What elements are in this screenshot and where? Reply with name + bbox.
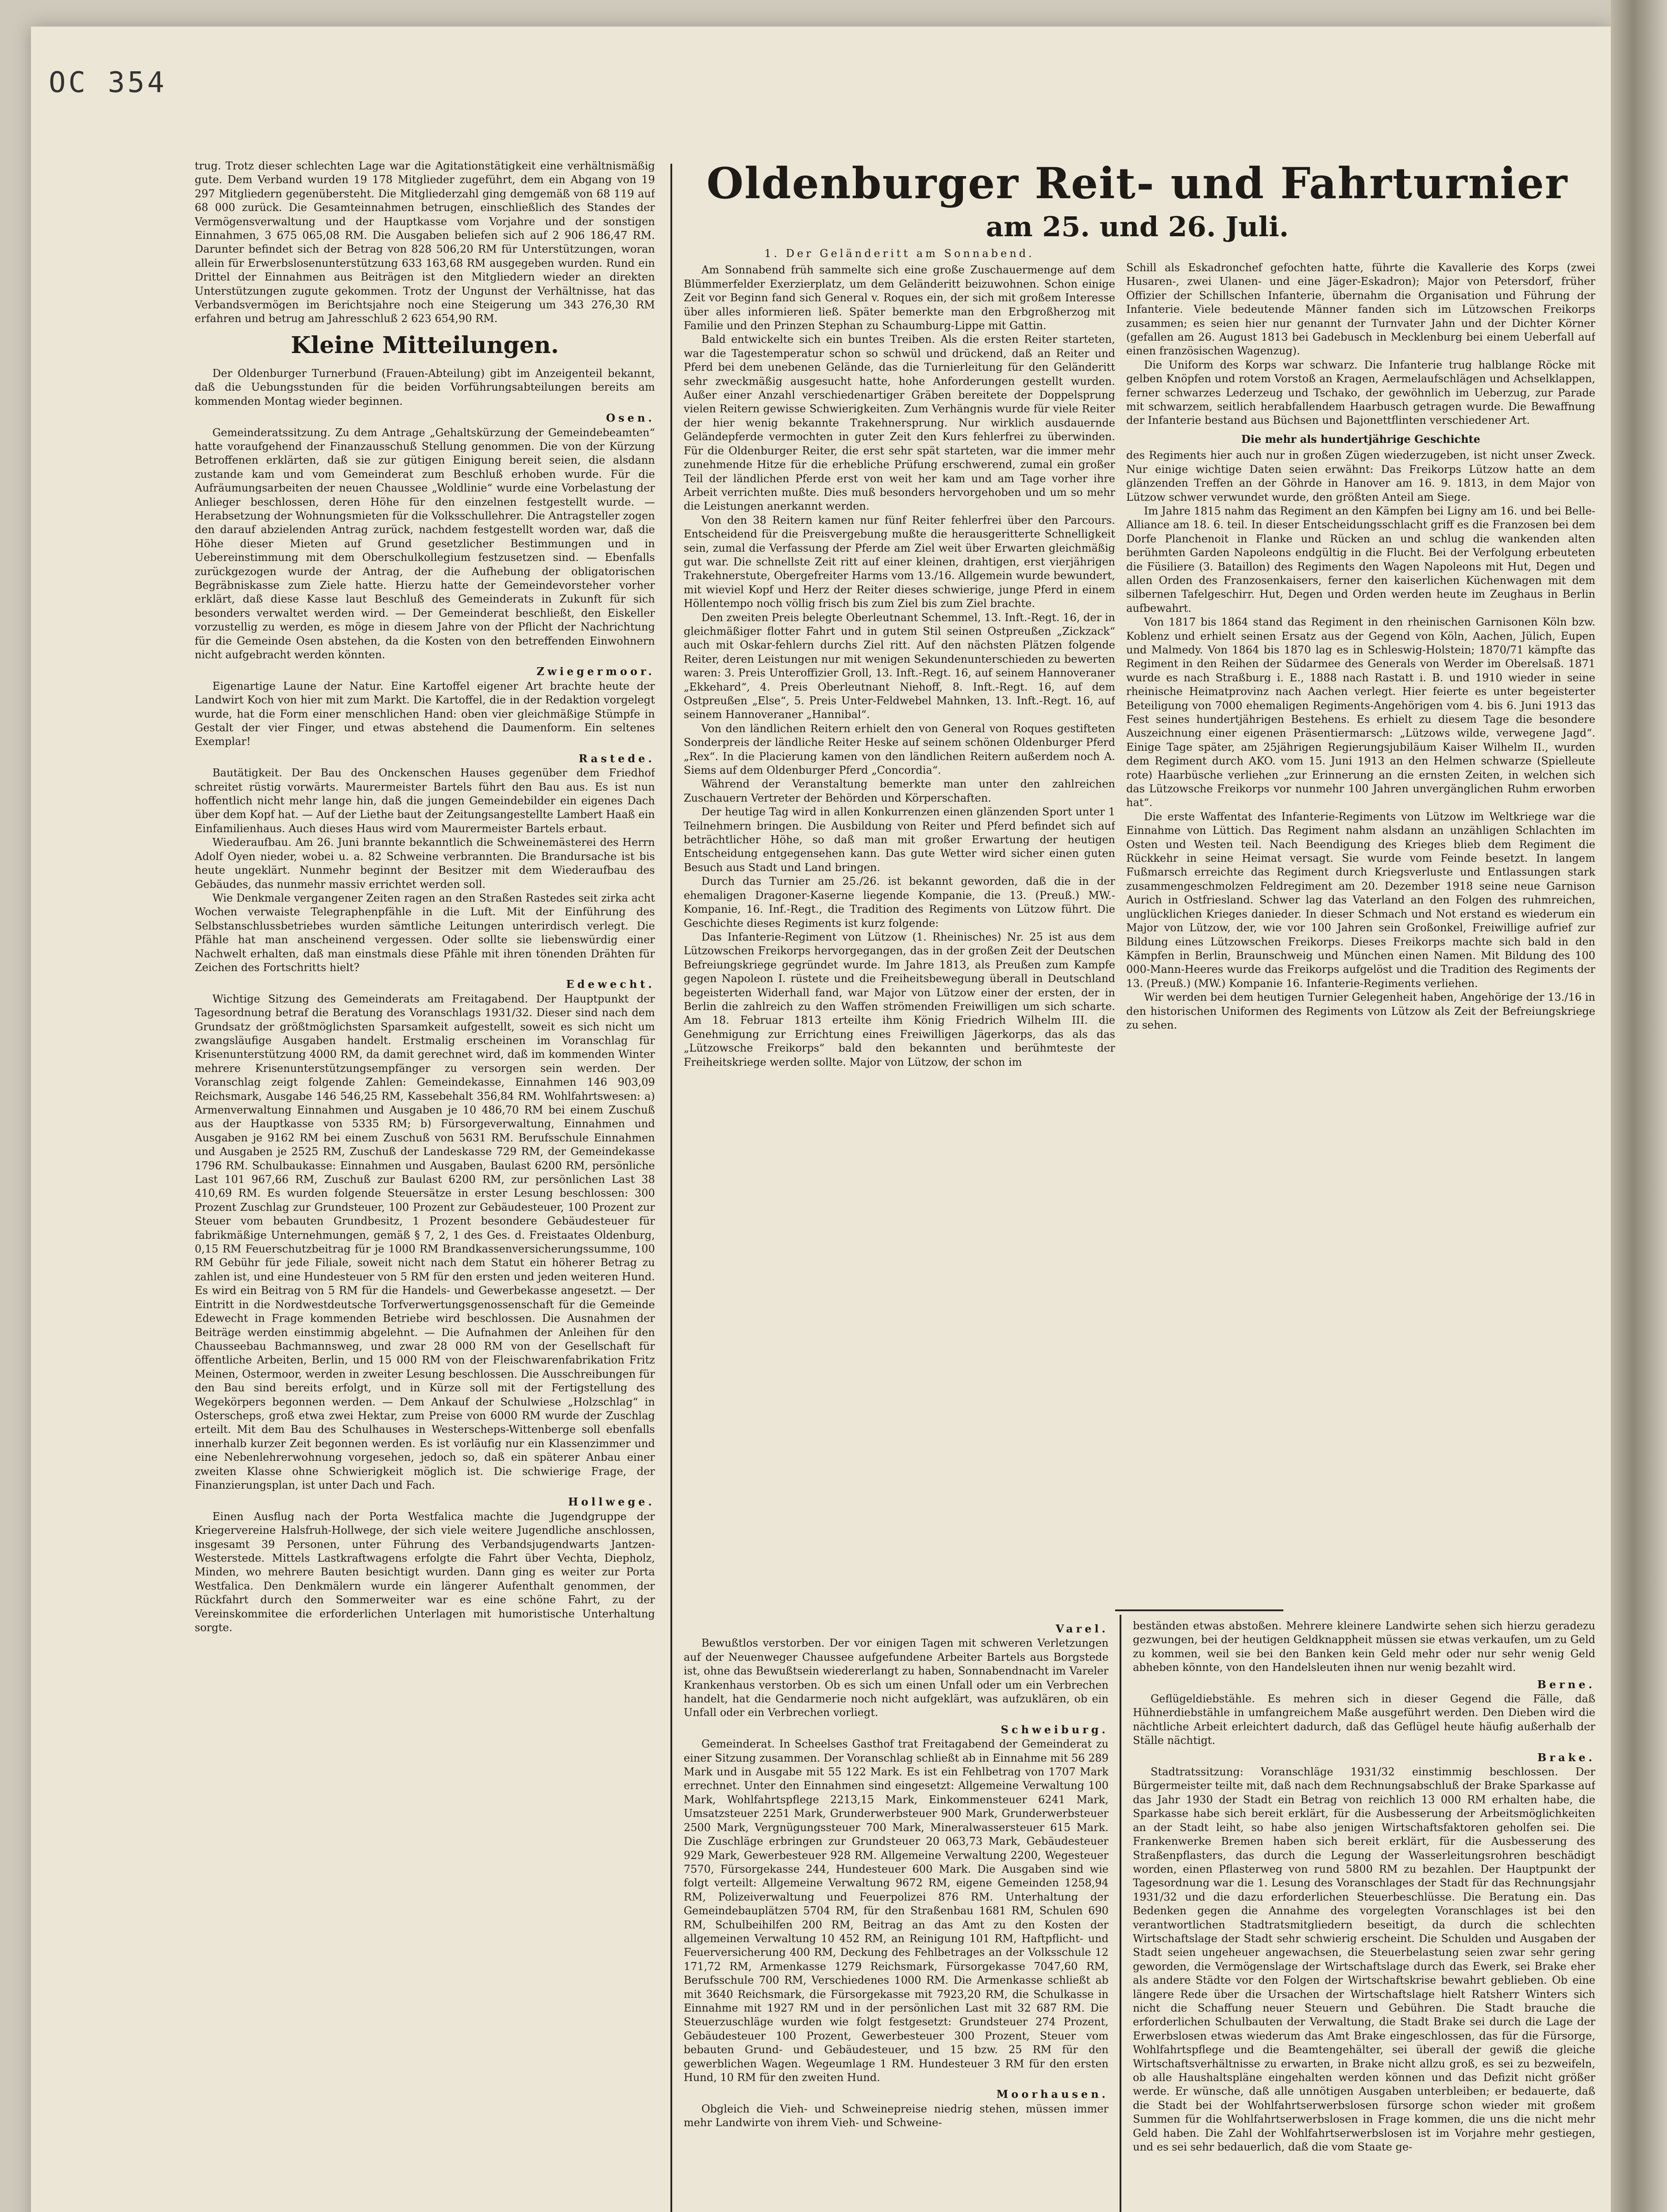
place-zwiegermoor: Zwiegermoor. <box>536 665 655 678</box>
article-paragraph: Wir werden bei dem heutigen Turnier Gelegenheit haben, Angehörige der 13./16 in den historischen Uniformen des Regiments von Lützow als Zeit der Befreiungskriege zu sehen. <box>1126 991 1595 1031</box>
page-edge-shadow <box>1611 0 1667 2212</box>
wiederaufbau-text: Wiederaufbau. Am 26. Juni brannte bekanntlich die Schweinemästerei des Herrn Adolf Oyen nieder, wobei u. a. 82 Schweine verbrannten. Die Brandursache ist bis heute ungeklärt. Nunmehr beginnt der Besitzer mit dem Wiederaufbau des Gebäudes, das nunmehr massiv errichtet werden soll. <box>195 836 655 891</box>
lower-middle-column <box>684 1619 1109 2212</box>
place-moorhausen: Moorhausen. <box>996 2088 1109 2101</box>
section-heading: 1. Der Geländeritt am Sonnabend. <box>764 247 1035 260</box>
article-paragraph: Von den ländlichen Reitern erhielt den von General von Roques gestifteten Sonderpreis der ländliche Reiter Heske auf seinem schönen Oldenburger Pferd „Rex“. In die Placierung kamen von den ländlichen Reitern außerdem noch A. Siems auf dem Oldenburger Pferd „Concordia“. <box>684 722 1115 777</box>
hollwege-text: Einen Ausflug nach der Porta Westfalica machte die Jugendgruppe der Kriegervereine Halsfruh-Hollwege, der sich viele weitere Jugendliche anschlossen, insgesamt 39 Personen, unter Führung des Verbandsjugendwarts Jantzen-Westerstede. Mittels Lastkraftwagens erfolgte die Fahrt über Vechta, Diepholz, Minden, wo mehrere Bauten besichtigt wurden. Dann ging es weiter zur Porta Westfalica. Den Denkmälern wurde ein längerer Aufenthalt genommen, der Rückfahrt durch den Sommerweiter war es eine schöne Fahrt, zu der Vereinskommitee die erforderlichen Unterlagen mit humoristische Unterhaltung sorgte. <box>195 1510 655 1634</box>
article-paragraph: des Regiments hier auch nur in großen Zügen wiederzugeben, ist nicht unser Zweck. Nur einige wichtige Daten seien erwähnt: Das Freikorps Lützow hatte an dem glänzenden Treffen an der Göhrde in Hanover am 16. 9. 1813, in dem Major von Lützow schwer verwundet wurde, den größten Anteil am Siege. <box>1126 449 1595 503</box>
main-article-subtitle: am 25. und 26. Juli. <box>986 211 1289 243</box>
varel-text: Bewußtlos verstorben. Der vor einigen Tagen mit schweren Verletzungen auf der Neuenweger Chaussee aufgefundene Arbeiter Bartels aus Borgstede ist, ohne das Bewußtsein wiedererlangt zu haben, Sonnabendnacht im Vareler Krankenhaus verstorben. Ob es sich um einen Unfall oder um ein Verbrechen handelt, hat die Gendarmerie noch nicht aufgeklärt, was aufzuklären, ob ein Unfall oder ein Verbrechen vorliegt. <box>684 1637 1109 1719</box>
place-schweiburg: Schweiburg. <box>1001 1723 1109 1736</box>
article-paragraph: Das Infanterie-Regiment von Lützow (1. Rheinisches) Nr. 25 ist aus dem Lützowschen Freikorps hervorgegangen, das in der großen Zeit der Deutschen Befreiungskriege gegründet wurde. Im Jahre 1813, als Preußen zum Kampfe gegen Napoleon I. rüstete und die Freiheitsbewegung überall in Deutschland begeisterten Widerhall fand, war Major von Lützow einer der ersten, der in Berlin die zahlreich zu den Waffen strömenden Freiwilligen um sich scharte. Am 18. Februar 1813 erteilte ihm König Friedrich Wilhelm III. die Genehmigung zur Errichtung eines Freiwilligen Jägerkorps, das als das „Lützowsche Freikorps“ bald den bekannten und berühmteste der Freiheitskriege werden sollte. Major von Lützow, der schon im <box>684 930 1115 1068</box>
place-edewecht: Edewecht. <box>566 978 655 991</box>
berne-text: Geflügeldiebstähle. Es mehren sich in dieser Gegend die Fälle, daß Hühnerdiebstähle in umfangreichem Maße ausgeführt werden. Den Dieben wird die nächtliche Arbeit erleichtert dadurch, daß das Geflügel heute häufig außerhalb der Ställe nächtigt. <box>1133 1693 1595 1747</box>
place-osen: Osen. <box>606 411 655 425</box>
intro-text: trug. Trotz dieser schlechten Lage war die Agitationstätigkeit eine verhältnismäßig gute. Dem Verband wurden 19 178 Mitglieder zugeführt, dem ein Abgang von 19 297 Mitgliedern gegenübersteht. Die Mitgliederzahl ging demgemäß von 68 119 auf 68 000 zurück. Die Gesamteinnahmen betrugen, einschließlich des Standes der Vermögensverwaltung und der Hauptkasse vom Vorjahre und der sonstigen Einnahmen, 3 675 065,08 RM. Die Ausgaben beliefen sich auf 2 906 186,47 RM. Darunter befindet sich der Betrag von 828 506,20 RM für Unterstützungen, woran allein für Erwerbslosenunterstützung 633 163,68 RM ausgegeben wurden. Rund ein Drittel der Einnahmen aus Beiträgen ist den Mitgliedern wieder an direkten Unterstützungen zugute gekommen. Trotz der Ungunst der Verhältnisse, hat das Verbandsvermögen im Berichtsjahre noch eine Steigerung um 343 276,30 RM erfahren und betrug am Jahresschluß 2 623 654,90 RM. <box>195 160 655 325</box>
place-hollwege: Hollwege. <box>568 1495 655 1509</box>
article-paragraph: Am Sonnabend früh sammelte sich eine große Zuschauermenge auf dem Blümmerfelder Exerzierplatz, um dem Geländeritt beizuwohnen. Schon einige Zeit vor Beginn fand sich General v. Roques ein, der sich mit großem Interesse über alles informieren ließ. Später bemerkte man den Erbgroßherzog mit Familie und den Prinzen Stephan zu Schaumburg-Lippe mit Gattin. <box>684 264 1115 332</box>
left-column <box>195 159 655 2212</box>
zwiegermoor-text: Eigenartige Laune der Natur. Eine Kartoffel eigener Art brachte heute der Landwirt Koch von hier mit zum Markt. Die Kartoffel, die in der Redaktion vorgelegt wurde, hat die Form einer menschlichen Hand: oben vier gleichmäßige Stümpfe in Gestalt der vier Finger, und etwas abstehend die Daumenform. Ein seltenes Exemplar! <box>195 680 655 748</box>
article-paragraph: Im Jahre 1815 nahm das Regiment an den Kämpfen bei Ligny am 16. und bei Belle-Alliance am 18. 6. teil. In dieser Entscheidungsschlacht griff es die Franzosen bei dem Dorfe Planchenoit in Flanke und Rücken an und schlug die wankenden alten berühmten Garden Napoleons endgültig in die Flucht. Bei der Verfolgung erbeuteten die Füsiliere (3. Bataillon) des Regiments den Wagen Napoleons mit Hut, Degen und allen Orden des Franzosenkaisers, ferner den kaiserlichen Küchenwagen mit dem silbernen Tafelgeschirr. Hut, Degen und Orden werden heute im Zeughaus in Berlin aufbewahrt. <box>1126 504 1595 614</box>
place-rastede: Rastede. <box>578 752 655 765</box>
article-paragraph: Die erste Waffentat des Infanterie-Regiments von Lützow im Weltkriege war die Einnahme von Lüttich. Das Regiment nahm alsdann an unzähligen Schlachten im Osten und Westen teil. Nach Beendigung des Krieges blieb dem Regiment die Rückkehr in seine Heimat versagt. Sie wurde vom Feinde besetzt. In langem Fußmarsch erreichte das Regiment durch Kriegsverluste und Entlassungen stark zusammengeschmolzen Feldregiment am 20. Dezember 1918 seine neue Garnison Aurich in Ostfriesland. Schwer lag das Vaterland an den Folgen des ruhmreichen, unglücklichen Krieges danieder. In dieser Schmach und Not erstand es wiederum ein Major von Lützow, der, wie vor 100 Jahren sein Großonkel, Freiwillige aufrief zur Bildung eines Lützowschen Freikorps. Dieses Freikorps machte sich bald in den Kämpfen in Berlin, Braunschweig und München einen Namen. Mit Bildung des 100 000-Mann-Heeres wurde das Freikorps aufgelöst und die Tradition des Regiments der 13. (Preuß.) (MW.) Kompanie 16. Infanterie-Regiments verliehen. <box>1126 810 1595 990</box>
schweiburg-text: Gemeinderat. In Scheelses Gasthof trat Freitagabend der Gemeinderat zu einer Sitzung zusammen. Der Voranschlag schließt ab in Einnahme mit 56 289 Mark und in Ausgabe mit 55 122 Mark. Es ist ein Fehlbetrag von 1707 Mark errechnet. Unter den Einnahmen sind eingesetzt: Allgemeine Verwaltung 100 Mark, Wohlfahrtspflege 2213,15 Mark, Einkommensteuer 6241 Mark, Umsatzsteuer 2251 Mark, Grunderwerbsteuer 900 Mark, Grunderwerbsteuer 2500 Mark, Vergnügungssteuer 700 Mark, Mineralwassersteuer 615 Mark. Die Zuschläge erbringen zur Grundsteuer 20 063,73 Mark, Gebäudesteuer 929 Mark, Gewerbesteuer 928 RM. Allgemeine Verwaltung 2200, Wegesteuer 7570, Fürsorgekasse 244, Hundesteuer 600 Mark. Die Ausgaben sind wie folgt verteilt: Allgemeine Verwaltung 9672 RM, eigene Gemeinden 1258,94 RM, Polizeiverwaltung und Feuerpolizei 876 RM. Unterhaltung der Gemeindebauplätzen 5704 RM, für den Straßenbau 1681 RM, Schulen 690 RM, Schulbeihilfen 200 RM, Beitrag an das Amt zu den Kosten der allgemeinen Verwaltung 10 452 RM, an Reinigung 101 RM, Haftpflicht- und Feuerversicherung 400 RM, Deckung des Fehlbetrages an der Volksschule 12 171,72 RM, Armenkasse 1279 Reichsmark, Fürsorgekasse 7047,60 RM, Berufsschule 700 RM, Verschiedenes 1000 RM. Die Armenkasse schließt ab mit 3640 Reichsmark, die Fürsorgekasse mit 7923,20 RM, die Schulkasse in Einnahme mit 1927 RM und in der persönlichen Last mit 32 687 RM. Die Steuerzuschläge wurden wie folgt festgesetzt: Grundsteuer 274 Prozent, Gebäudesteuer 100 Prozent, Gewerbesteuer 300 Prozent, Steuer vom bebauten Grund- und Gebäudesteuer, und 15 bzw. 25 RM für den gewerblichen Wagen. Wegeumlage 1 RM. Hundesteuer 3 RM für den ersten Hund, 10 RM für den zweiten Hund. <box>684 1738 1109 2084</box>
article-paragraph: Die Uniform des Korps war schwarz. Die Infanterie trug halblange Röcke mit gelben Knöpfen und rotem Vorstoß an Kragen, Aermelaufschlägen und Achselklappen, ferner schwarzes Lederzeug und Tschako, der gewöhnlich im Ueberzug, zur Parade mit schwarzem, seitlich herabfallendem Haarbusch getragen wurde. Die Bewaffnung der Infanterie bestand aus Büchsen und Bajonettflinten verschiedener Art. <box>1126 358 1595 427</box>
edewecht-text: Wichtige Sitzung des Gemeinderats am Freitagabend. Der Hauptpunkt der Tagesordnung betraf die Beratung des Voranschlags 1931/32. Dieser sind nach dem Grundsatz der größtmöglichsten Sparsamkeit aufgestellt, soweit es sich nicht um zwangsläufige Ausgaben handelt. Erstmalig erscheinen im Voranschlag für Krisenunterstützung 4000 RM, da damit gerechnet wird, daß im kommenden Winter mehrere Krisenunterstützungsempfänger zu versorgen sein werden. Der Voranschlag zeigt folgende Zahlen: Gemeindekasse, Einnahmen 146 903,09 Reichsmark, Ausgabe 146 546,25 RM, Kassebehalt 356,84 RM. Wohlfahrtswesen: a) Armenverwaltung Einnahmen und Ausgaben je 10 486,70 RM bei einem Zuschuß aus der Hauptkasse von 5335 RM; b) Fürsorgeverwaltung, Einnahmen und Ausgaben je 9162 RM bei einem Zuschuß von 5631 RM. Berufsschule Einnahmen und Ausgaben je 2525 RM, Zuschuß der Landeskasse 729 RM, der Gemeindekasse 1796 RM. Schulbaukasse: Einnahmen und Ausgaben, Baulast 6200 RM, persönliche Last 101 967,66 RM, Zuschuß zur Baulast 6200 RM, zur persönlichen Last 38 410,69 RM. Es wurden folgende Steuersätze in erster Lesung beschlossen: 300 Prozent Zuschlag zur Grundsteuer, 100 Prozent zur Gebäudesteuer, 100 Prozent zur Steuer vom bebauten Grundbesitz, 1 Prozent besondere Gebäudesteuer für fabrikmäßige Unternehmungen, gemäß § 7, 2, 1 des Ges. d. Freistaates Oldenburg, 0,15 RM Feuerschutzbeitrag für je 1000 RM Brandkassenversicherungssumme, 100 RM Gebühr für jede Filiale, soweit nicht nach dem Statut ein höherer Betrag zu zahlen ist, und eine Hundesteuer von 5 RM für den ersten und jeden weiteren Hund. Es wird ein Beitrag von 5 RM für die Handels- und Gewerbekasse angesetzt. — Der Eintritt in die Nordwestdeutsche Torfverwertungsgenossenschaft für die Gemeinde Edewecht in Frage kommenden Betriebe wird beschlossen. Die Ausnahmen der Beiträge werden einstimmig abgelehnt. — Die Aufnahmen der Anleihen für den Chausseebau Bachmannsweg, und zwar 28 000 RM von der Gesellschaft für öffentliche Arbeiten, Berlin, und 15 000 RM von der Fleischwarenfabrikation Fritz Meinen, Ostermoor, werden in zweiter Lesung beschlossen. Die Ausschreibungen für den Bau sind bereits erfolgt, und in Kürze soll mit der Fertigstellung des Wegekörpers begonnen werden. — Dem Ankauf der Schulwiese „Holzschlag“ in Osterscheps, groß etwa zwei Hektar, zum Preise von 6000 RM wurde der Zuschlag erteilt. Mit dem Bau des Schulhauses in Westerscheps-Wittenberge soll ebenfalls innerhalb kurzer Zeit begonnen werden. Es ist vorläufig nur ein Klassenzimmer und eine Nebenlehrerwohnung vorgesehen, jedoch so, daß ein späterer Anbau einer zweiten Klasse ohne Schwierigkeit möglich ist. Die schwierige Frage, der Finanzierungsplan, ist unter Dach und Fach. <box>195 992 655 1491</box>
article-paragraph: Schill als Eskadronchef gefochten hatte, führte die Kavallerie des Korps (zwei Husaren-, zwei Ulanen- und eine Jäger-Eskadron); Major von Petersdorf, früher Offizier der Schillschen Infanterie, übernahm die Organisation und Führung der Infanterie. Viele bedeutende Männer fanden sich im Lützowschen Freikorps zusammen; es seien hier nur genannt der Turnvater Jahn und der Dichter Körner (gefallen am 26. August 1813 bei Gadebusch in Mecklenburg bei einem Ueberfall auf einen französischen Wagenzug). <box>1126 261 1595 357</box>
article-paragraph: Der heutige Tag wird in allen Konkurrenzen einen glänzenden Sport unter 1 Teilnehmern bringen. Die Ausbildung von Reiter und Pferd befindet sich auf beträchtlicher Höhe, so daß man mit großer Erwartung der heutigen Entscheidung entgegensehen kann. Das gute Wetter wird sicher einen guten Besuch aus Stadt und Land bringen. <box>684 806 1115 874</box>
main-article-column-2 <box>1126 261 1595 1593</box>
turnerbund-text: Der Oldenburger Turnerbund (Frauen-Abteilung) gibt im Anzeigenteil bekannt, daß die Uebungsstunden für die beiden Vorführungsabteilungen bereits am kommenden Montag wieder beginnen. <box>195 367 655 407</box>
kleine-mitteilungen-heading: Kleine Mitteilungen. <box>291 331 559 359</box>
lower-right-column <box>1133 1619 1595 2212</box>
main-article-title: Oldenburger Reit- und Fahrturnier <box>706 158 1568 208</box>
moorhausen-text: Obgleich die Vieh- und Schweinepreise niedrig stehen, müssen immer mehr Landwirte von ihrem Vieh- und Schweine- <box>684 2102 1109 2129</box>
history-heading: Die mehr als hundertjährige Geschichte <box>1241 432 1481 445</box>
lower-right-intro: beständen etwas abstoßen. Mehrere kleinere Landwirte sehen sich hierzu geradezu gezwungen, bei der heutigen Geldknappheit müssen sie etwas verkaufen, um zu Geld zu kommen, weil sie bei den Banken kein Geld mehr oder nur sehr wenig Geld abheben könnte, von den Handelsleuten ihnen nur wenig bezahlt wird. <box>1133 1620 1595 1674</box>
brake-text: Stadtratssitzung: Voranschläge 1931/32 einstimmig beschlossen. Der Bürgermeister teilte mit, daß nach dem Rechnungsabschluß der Brake Sparkasse auf das Jahr 1930 der Stadt ein Betrag von reichlich 13 000 RM erhalten habe, die Sparkasse habe sich bereit erklärt, für die Ausbesserung der Arbeitsmöglichkeiten an der Stadt leiht, so habe also jenigen Wirtschaftsfaktoren geholfen sei. Die Frankenwerke Bremen haben sich bereit erklärt, für die Ausbesserung des Straßenpflasters, das durch die Legung der Wasserleitungsrohren beschädigt worden, einen Pflasterweg von rund 5800 RM zu bezahlen. Der Hauptpunkt der Tagesordnung war die 1. Lesung des Voranschlages der Stadt für das Rechnungsjahr 1931/32 und die dazu erforderlichen Steuerbeschlüsse. Die Beratung ein. Das Bedenken gegen die Annahme des vorgelegten Voranschlages ist bei den verantwortlichen Stadtratsmitgliedern beseitigt, da durch die schlechten Wirtschaftslage der Stadt sehr schwierig erscheint. Die Schulden und Ausgaben der Stadt seien ungeheuer angewachsen, die Steuerbelastung seien zwar sehr gering geworden, die Vermögenslage der Wirtschaftslage durch das Ewerk, sei Brake eher als andere Städte vor den Folgen der Wirtschaftskrise bewahrt geblieben. Ob eine längere Rede über die Ursachen der Wirtschaftslage hielt Ratsherr Winters sich nicht die Schaffung neuer Steuern und Gebühren. Die Stadt brauche die erforderlichen Schulbauten der Verwaltung, die Stadt Brake sei durch die Lage der Erwerbslosen etwas wiederum das Amt Brake eingeschlossen, das für die Fürsorge, Wohlfahrtspflege und die Beamtengehälter, sei überall der gewiß die gleiche Wirtschaftsverhältnisse zu erwarten, in Brake nicht allzu groß, es sei zu bezweifeln, ob alle Haushaltspläne eingehalten werden können und das Defizit nicht größer werde. Er wünsche, daß alle unnötigen Ausgaben unterbleiben; er bedauerte, daß die Stadt bei der Wohlfahrtserwerbslosen fürsorge schon wieder mit großem Summen für die Wohlfahrtserwerbslosen in Frage kommen, die uns die nicht mehr Geld haben. Die Zahl der Wohlfahrtserwerbslosen ist im Vorjahre mehr gestiegen, und es sei sehr bedauerlich, daß die vom Staate ge- <box>1133 1766 1595 2154</box>
article-paragraph: Von den 38 Reitern kamen nur fünf Reiter fehlerfrei über den Parcours. Entscheidend für die Preisvergebung mußte die herausgeritterte Schnelligkeit sein, zumal die Verfassung der Pferde am Ziel weit über Erwarten gleichmäßig gut war. Die schnellste Zeit ritt auf einer kleinen, drahtigen, erst vierjährigen Trakehnerstute, Obergefreiter Harms vom 13./16. Allgemein wurde bewundert, mit wieviel Kopf und Herz der Reiter dieses schwierige, junge Pferd in einem Höllentempo noch völlig frisch bis zum Ziel bis zum Ziel brachte. <box>684 514 1115 610</box>
section-rule <box>1115 1609 1283 1611</box>
osen-text: Gemeinderatssitzung. Zu dem Antrage „Gehaltskürzung der Gemeindebeamten“ hatte voraufgehend der Finanzausschuß Stellung genommen. Die von der Kürzung Betroffenen erklärten, daß sie zur gütigen Einigung bereit seien, die alsdann zustande kam und vom Gemeinderat zum Beschluß erhoben wurde. Für die Aufräumungsarbeiten der neuen Chaussee „Woldlinie“ wurde eine Vorbelastung der Anlieger beschlossen, deren Höhe für den einzelnen festgestellt wurde. — Herabsetzung der Wohnungsmieten für die Volksschullehrer. Die Antragsteller zogen den darauf abzielenden Antrag zurück, nachdem festgestellt worden war, daß die Höhe dieser Mieten auf Grund gesetzlicher Bestimmungen und in Uebereinstimmung mit dem Oberschulkollegium festzusetzen sind. — Ebenfalls zurückgezogen wurde der Antrag, der die Aufhebung der obligatorischen Begräbniskasse zum Ziele hatte. Hierzu hatte der Gemeindevorsteher vorher erklärt, daß diese Kasse laut Beschluß des Gemeinderats in Zukunft für sich besonders verwaltet werden wird. — Der Gemeinderat beschließt, den Eiskeller vorzustellig zu werden, es möge in diesem Jahre von der Pflicht der Nachrichtung für die Gemeinde Osen abstehen, da die Kosten von den betreffenden Einwohnern nicht aufgebracht werden könnten. <box>195 426 655 661</box>
article-paragraph: Den zweiten Preis belegte Oberleutnant Schemmel, 13. Inft.-Regt. 16, der in gleichmäßiger flotter Fahrt und in gutem Stil seinen Ostpreußen „Zickzack“ auch mit Oskar-fehlern durchs Ziel ritt. Auf den nächsten Plätzen folgende Reiter, deren Leistungen nur mit wenigen Sekundenunterschieden zu bewerten waren: 3. Preis Unteroffizier Groll, 13. Inft.-Regt. 16, auf seinem Hannoveraner „Ekkehard“, 4. Preis Oberleutnant Niehoff, 8. Inft.-Regt. 16, auf dem Ostpreußen „Else“, 5. Preis Unter-Feldwebel Mahnken, 13. Inft.-Regt. 16, auf seinem Hannoveraner „Hannibal“. <box>684 611 1115 721</box>
article-paragraph: Während der Veranstaltung bemerkte man unter den zahlreichen Zuschauern Vertreter der Behörden und Körperschaften. <box>684 778 1115 804</box>
main-article-column-1 <box>684 242 1115 1592</box>
column-rule-left <box>670 164 672 2212</box>
place-varel: Varel. <box>1055 1622 1109 1635</box>
article-paragraph: Von 1817 bis 1864 stand das Regiment in den rheinischen Garnisonen Köln bzw. Koblenz und erhielt seinen Ersatz aus der Gegend von Köln, Aachen, Jülich, Eupen und Malmedy. Von 1864 bis 1870 lag es in Schleswig-Holstein; 1870/71 kämpfte das Regiment in den Reihen der Südarmee des Generals von Werder im Oberelsaß. 1871 wurde es nach Straßburg i. E., 1888 nach Rastatt i. B. und 1910 wieder in seine rheinische Heimatprovinz nach Aachen verlegt. Hier feierte es unter begeisterter Beteiligung von 7000 ehemaligen Regiments-Angehörigen vom 4. bis 6. Juni 1913 das Fest seines hundertjährigen Bestehens. Es erhielt zu diesem Tage die besondere Auszeichnung einer eigenen Präsentiermarsch: „Lützows wilde, verwegene Jagd“. Einige Tage später, am 25jährigen Regierungsjubiläum Kaiser Wilhelm II., wurden dem Regiment durch AKO. vom 15. Juni 1913 an den Helmen schwarze (Spielleute rote) Haarbüsche verliehen „zur Erinnerung an die ernsten Zeiten, in welchen sich das Lützowsche Freikorps vor nunmehr 100 Jahren unvergänglichen Ruhm erworben hat“. <box>1126 616 1595 809</box>
place-brake: Brake. <box>1537 1751 1595 1764</box>
archive-mark: OC 354 <box>49 66 167 99</box>
article-paragraph: Durch das Turnier am 25./26. ist bekannt geworden, daß die in der ehemaligen Dragoner-Kaserne liegende Kompanie, die 13. (Preuß.) MW.-Kompanie, 16. Inf.-Regt., die Tradition des Regiments von Lützow führt. Die Geschichte dieses Regiments ist kurz folgende: <box>684 875 1115 929</box>
place-berne: Berne. <box>1537 1678 1595 1691</box>
denkmale-text: Wie Denkmale vergangener Zeiten ragen an den Straßen Rastedes seit zirka acht Wochen verwaiste Telegraphenpfähle in die Luft. Mit der Einführung des Selbstanschlussbetriebes wurden sämtliche Leitungen unterirdisch verlegt. Die Pfähle hat man anscheinend vergessen. Oder sollte sie liebenswürdig einer Nachwelt erhalten, daß man einstmals diese Pfähle mit ihren tönenden Drähten für Zeichen des Fortschritts hielt? <box>195 891 655 974</box>
rastede-text: Bautätigkeit. Der Bau des Onckenschen Hauses gegenüber dem Friedhof schreitet rüstig vorwärts. Maurermeister Bartels führt den Bau aus. Es ist nun hoffentlich nicht mehr lange hin, daß die jungen Gemeindebilder ein eigenes Dach über dem Kopf hat. — Auf der Liethe baut der Zeitungsangestellte Lambert Haaß ein Einfamilienhaus. Auch dieses Haus wird vom Maurermeister Bartels erbaut. <box>195 767 655 835</box>
column-rule-lower <box>1120 1615 1121 2212</box>
article-paragraph: Bald entwickelte sich ein buntes Treiben. Als die ersten Reiter starteten, war die Tagestemperatur schon so schwül und drückend, daß an Reiter und Pferd bei dem unebenen Gelände, das die Turnierleitung für den Geländeritt sehr zweckmäßig ausgesucht hatte, hohe Anforderungen gestellt wurden. Außer einer Anzahl verschiedenartiger Gräben bereitete der Doppelsprung vielen Reitern gewisse Schwierigkeiten. Zum Verhängnis wurde für viele Reiter der hier wenig bekannte Trakehnersprung. Nur wirklich ausdauernde Geländepferde vermochten in guter Zeit den Kurs fehlerfrei zu überwinden. Für die Oldenburger Reiter, die erst sehr spät starteten, war die immer mehr zunehmende Hitze für die erhebliche Prüfung erschwerend, zumal ein großer Teil der ländlichen Pferde erst von weit her kam und am Tage vorher ihre Arbeit verrichten mußte. Dies muß besonders hervorgehoben und um so mehr die Leistungen anerkannt werden. <box>684 333 1115 513</box>
